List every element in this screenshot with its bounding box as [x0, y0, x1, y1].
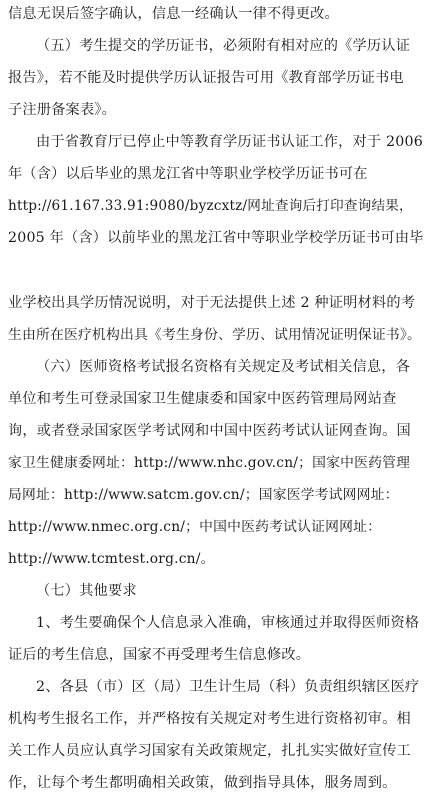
text-line: 关工作人员应认真学习国家有关政策规定，扎扎实实做好宣传工 [8, 743, 411, 759]
section-heading: （七）其他要求 [36, 583, 137, 599]
text-line: 1、考生要确保个人信息录入准确，审核通过并取得医师资格 [36, 615, 420, 631]
text-line: http://61.167.33.91:9080/byzcxtz/网址查询后打印查询结果， [8, 198, 413, 214]
text-line: 作，让每个考生都明确相关政策，做到指导具体，服务周到。 [8, 775, 397, 791]
text-line: 报告》，若不能及时提供学历认证报告可用《教育部学历证书电 [8, 70, 404, 86]
page-break-gap [0, 251, 446, 285]
text-line: 生由所在医疗机构出具《考生身份、学历、试用情况证明保证书》。 [8, 327, 422, 343]
text-line: 由于省教育厅已停止中等教育学历证书认证工作，对于 2006 [36, 134, 423, 150]
text-line: 证后的考生信息，国家不再受理考生信息修改。 [8, 647, 311, 663]
text-line: 年（含）以后毕业的黑龙江省中等职业学校学历证书可在 [8, 166, 368, 182]
text-line: 业学校出具学历情况说明，对于无法提供上述 2 种证明材料的考 [8, 295, 416, 311]
text-line: 信息无误后签字确认，信息一经确认一律不得更改。 [8, 6, 339, 22]
text-line: （六）医师资格考试报名资格有关规定及考试相关信息，各 [36, 359, 411, 375]
text-line: 2005 年（含）以前毕业的黑龙江省中等职业学校学历证书可由毕 [8, 230, 424, 246]
text-line: 家卫生健康委网址：http://www.nhc.gov.cn/；国家中医药管理 [8, 455, 411, 471]
text-line: 询，或者登录国家医学考试网和中国中医药考试认证网查询。国 [8, 423, 411, 439]
text-line: 单位和考生可登录国家卫生健康委和国家中医药管理局网站查 [8, 391, 397, 407]
text-line: 机构考生报名工作，并严格按有关规定对考生进行资格初审。相 [8, 711, 411, 727]
text-line: http://www.tcmtest.org.cn/。 [8, 551, 215, 567]
text-line: 子注册备案表》。 [8, 102, 117, 118]
text-line: 局网址：http://www.satcm.gov.cn/；国家医学考试网网址： [8, 487, 399, 503]
text-line: （五）考生提交的学历证书，必须附有相对应的《学历认证 [36, 38, 411, 54]
text-line: http://www.nmec.org.cn/；中国中医药考试认证网网址： [8, 519, 382, 535]
text-line: 2、各县（市）区（局）卫生计生局（科）负责组织辖区医疗 [36, 679, 420, 695]
